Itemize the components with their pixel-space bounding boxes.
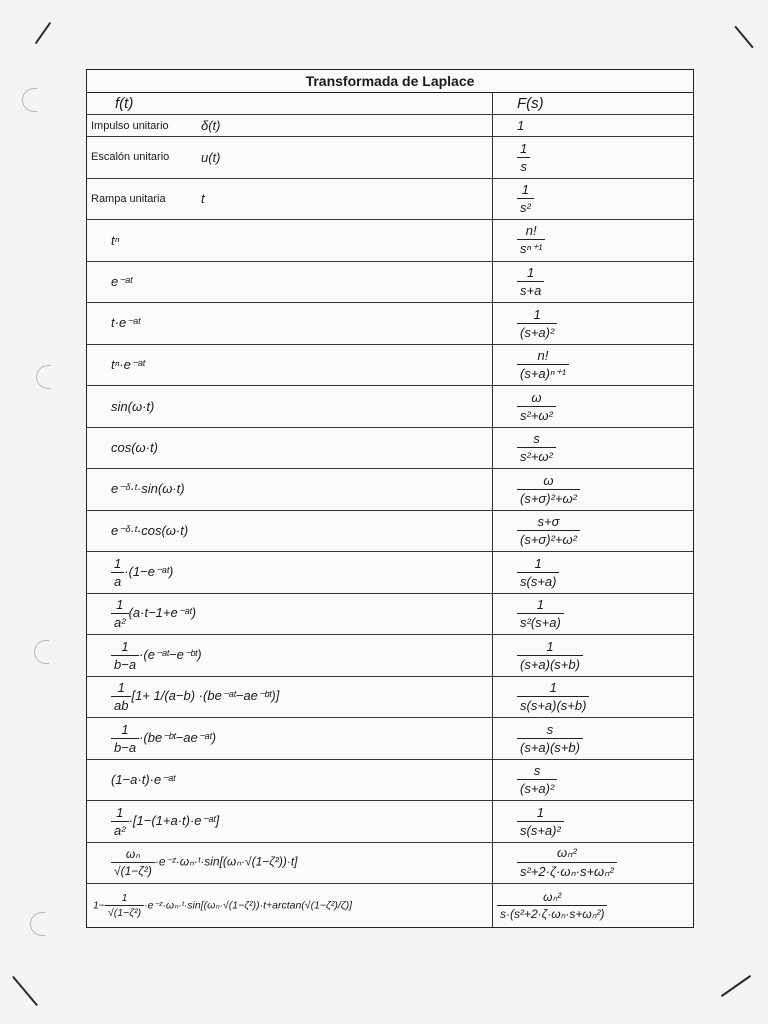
column-header-Fs: F(s): [517, 95, 544, 112]
Fs-numerator: ωₙ²: [557, 845, 577, 861]
row-name: Escalón unitario: [91, 151, 170, 164]
Fs-numerator: s: [533, 431, 540, 447]
Fs-denominator: s²+ω²: [517, 447, 556, 464]
ft-expr: ·(be⁻ᵇᵗ−ae⁻ᵃᵗ): [139, 729, 217, 745]
Fs-fraction: [517, 307, 557, 340]
Fs-fraction: [517, 763, 557, 796]
row-name: Rampa unitaria: [91, 192, 166, 205]
Fs-denominator: (s+a)²: [517, 779, 557, 796]
table-header-row: [87, 93, 693, 115]
ft-denominator: ab: [111, 696, 131, 713]
ft-expr: cos(ω·t): [111, 440, 158, 456]
Fs-fraction: [517, 223, 545, 257]
ft-numerator: 1: [114, 555, 122, 571]
Fs-fraction: [517, 348, 569, 382]
ft-expr: tⁿ: [111, 232, 120, 248]
Fs-fraction: [517, 845, 617, 880]
Fs-fraction: [517, 390, 556, 423]
table-row: [87, 220, 693, 262]
ft-expr: ·(e⁻ᵃᵗ−e⁻ᵇᵗ): [139, 646, 202, 662]
punch-hole: [34, 640, 49, 664]
ft-fraction: [111, 556, 124, 589]
table-row: [87, 594, 693, 636]
Fs-numerator: 1: [534, 555, 542, 571]
ft-numerator: 1: [121, 638, 129, 654]
Fs-fraction: [517, 680, 589, 713]
ft-expr: δ(t): [201, 118, 221, 133]
ft-fraction: [111, 639, 139, 672]
row-name: Impulso unitario: [91, 119, 169, 132]
Fs-fraction: [517, 597, 564, 630]
ft-numerator: 1: [121, 892, 128, 904]
punch-hole: [22, 88, 37, 112]
ft-expr: e⁻ᵃᵗ: [111, 273, 133, 289]
Fs-denominator: (s+a)(s+b): [517, 655, 583, 672]
ft-numerator: ωₙ: [125, 847, 140, 862]
Fs-numerator: s: [533, 763, 541, 779]
Fs-denominator: s+a: [517, 281, 544, 298]
Fs-numerator: 1: [549, 680, 557, 696]
Fs-numerator: s+σ: [537, 514, 560, 530]
table-row: [87, 677, 693, 719]
ft-expr: [1+ 1/(a−b) ·(be⁻ᵃᵗ−ae⁻ᵇᵗ)]: [131, 688, 280, 704]
Fs-numerator: 1: [536, 804, 545, 820]
Fs-denominator: s·(s²+2·ζ·ωₙ·s+ωₙ²): [497, 905, 607, 921]
ft-prefix: 1−: [93, 899, 105, 912]
Fs-numerator: 1: [527, 265, 535, 281]
laplace-table: [86, 69, 694, 928]
Fs-denominator: s(s+a)²: [517, 821, 564, 838]
Fs-numerator: ω: [531, 389, 542, 405]
Fs-numerator: 1: [520, 140, 528, 156]
Fs-denominator: s: [517, 157, 530, 174]
ft-fraction: [111, 680, 131, 713]
ft-expr: e⁻ᵟ·ᵗ·sin(ω·t): [111, 481, 185, 497]
table-row: [87, 469, 693, 511]
Fs-denominator: s²+ω²: [517, 406, 556, 423]
Fs-fraction: [517, 265, 544, 298]
ft-numerator: 1: [116, 597, 124, 613]
scan-mark-top-left: [35, 22, 52, 44]
ft-expr: t·e⁻ᵃᵗ: [111, 315, 141, 331]
ft-expr: (1−a·t)·e⁻ᵃᵗ: [111, 771, 176, 787]
table-row: [87, 262, 693, 304]
ft-expr: ·e⁻ᶻ·ωₙ·ᵗ·sin[(ωₙ·√(1−ζ²))·t+arctan(√(1−ζ²)/ζ)]: [144, 899, 353, 912]
table-row: [87, 137, 693, 179]
ft-expr: ·(1−e⁻ᵃᵗ): [124, 563, 174, 579]
Fs-numerator: 1: [536, 597, 545, 613]
ft-denominator: √(1−ζ²): [105, 905, 144, 919]
Fs-numerator: ω: [543, 472, 554, 488]
ft-denominator: √(1−ζ²): [111, 862, 155, 878]
table-title: Transformada de Laplace: [87, 70, 693, 93]
ft-expr: t: [201, 191, 205, 207]
table-row: [87, 179, 693, 221]
Fs-denominator: s(s+a): [517, 572, 559, 589]
ft-numerator: 1: [117, 680, 125, 696]
table-row: [87, 115, 693, 137]
ft-expr: e⁻ᵟ·ᵗ·cos(ω·t): [111, 522, 189, 538]
ft-fraction: [111, 597, 129, 630]
ft-expr: (a·t−1+e⁻ᵃᵗ): [128, 605, 197, 621]
Fs-denominator: (s+a)ⁿ⁺¹: [517, 364, 569, 382]
table-row: [87, 801, 693, 843]
table-row: [87, 511, 693, 553]
Fs-fraction: [517, 431, 556, 464]
table-row: [87, 345, 693, 387]
ft-fraction: [111, 722, 139, 755]
table-row: [87, 843, 693, 885]
ft-denominator: b−a: [111, 655, 139, 672]
Fs-fraction: [517, 141, 530, 174]
ft-expr: tⁿ·e⁻ᵃᵗ: [111, 356, 145, 372]
Fs-denominator: s²: [517, 198, 534, 215]
Fs-denominator: s²+2·ζ·ωₙ·s+ωₙ²: [517, 862, 617, 880]
Fs-numerator: 1: [533, 306, 541, 322]
Fs-numerator: n!: [525, 223, 537, 239]
Fs-denominator: (s+σ)²+ω²: [517, 530, 580, 547]
table-row: [87, 718, 693, 760]
ft-expr: u(t): [201, 149, 221, 165]
table-row: [87, 884, 693, 927]
ft-expr: sin(ω·t): [111, 398, 155, 414]
ft-expr: ·[1−(1+a·t)·e⁻ᵃᵗ]: [128, 812, 220, 828]
Fs-fraction: [517, 514, 580, 547]
table-row: [87, 552, 693, 594]
ft-numerator: 1: [121, 721, 129, 737]
Fs-denominator: (s+σ)²+ω²: [517, 489, 580, 506]
ft-denominator: a²: [111, 821, 129, 838]
Fs-numerator: 1: [521, 182, 530, 198]
ft-denominator: a²: [111, 613, 129, 630]
Fs-numerator: 1: [546, 638, 554, 654]
ft-numerator: 1: [116, 804, 124, 820]
scan-mark-bottom-left: [12, 976, 38, 1006]
Fs-fraction: [517, 182, 534, 215]
Fs-denominator: (s+a)(s+b): [517, 738, 583, 755]
Fs-numerator: ωₙ²: [543, 890, 562, 904]
ft-fraction: [105, 892, 144, 919]
Fs-fraction: [517, 639, 583, 672]
Fs-denominator: (s+a)²: [517, 323, 557, 340]
Fs-denominator: s(s+a)(s+b): [517, 696, 589, 713]
table-row: [87, 760, 693, 802]
Fs-fraction: [517, 805, 564, 838]
ft-denominator: b−a: [111, 738, 139, 755]
Fs-denominator: sⁿ⁺¹: [517, 239, 545, 257]
Fs-fraction: [497, 890, 607, 921]
ft-denominator: a: [111, 572, 124, 589]
punch-hole: [30, 912, 45, 936]
ft-fraction: [111, 805, 129, 838]
Fs-fraction: [517, 556, 559, 589]
table-row: [87, 303, 693, 345]
scan-mark-bottom-right: [721, 975, 752, 997]
table-row: [87, 428, 693, 470]
Fs-numerator: s: [546, 721, 554, 737]
Fs-expr: 1: [517, 118, 525, 133]
ft-expr: ·e⁻ᶻ·ωₙ·ᵗ·sin[(ωₙ·√(1−ζ²))·t]: [154, 854, 298, 869]
punch-hole: [36, 365, 51, 389]
column-header-ft: f(t): [87, 93, 493, 114]
Fs-numerator: n!: [537, 347, 549, 363]
ft-fraction: [111, 847, 155, 878]
table-row: [87, 386, 693, 428]
table-row: [87, 635, 693, 677]
Fs-fraction: [517, 722, 583, 755]
scan-mark-top-right: [734, 26, 754, 49]
Fs-fraction: [517, 473, 580, 506]
Fs-denominator: s²(s+a): [517, 613, 564, 630]
